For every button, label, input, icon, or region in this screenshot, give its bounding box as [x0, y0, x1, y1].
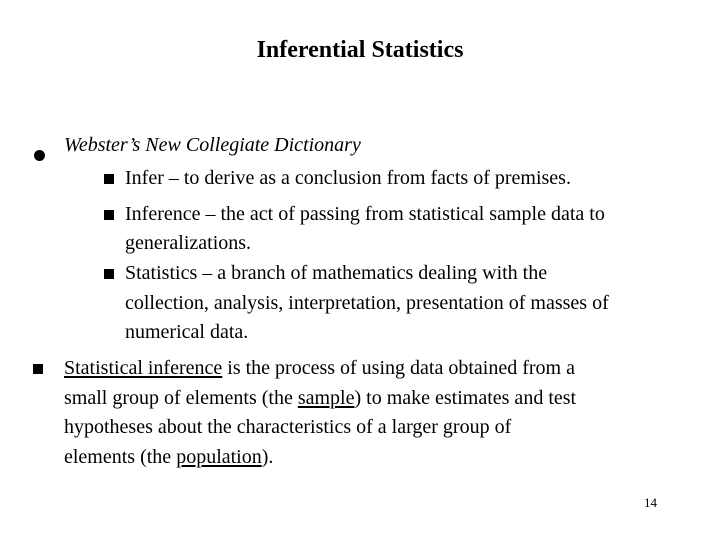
statistics-definition-line2: collection, analysis, interpretation, presentation of masses of: [125, 292, 609, 314]
statistical-inference-term: Statistical inference: [64, 357, 223, 379]
square-bullet-icon: [104, 210, 114, 220]
inference-definition-line2: generalizations.: [125, 232, 252, 254]
statistical-inference-text: small group of elements (the: [64, 387, 298, 409]
slide-title: Inferential Statistics: [256, 37, 464, 63]
square-bullet-icon: [33, 364, 43, 374]
statistics-definition-line1: Statistics – a branch of mathematics dealing with the: [125, 262, 548, 284]
statistical-inference-line1: [64, 354, 575, 384]
statistical-inference-text: ) to make estimates and test: [354, 387, 577, 409]
statistical-inference-line4: [64, 443, 273, 473]
statistical-inference-text: ).: [261, 446, 274, 468]
square-bullet-icon: [104, 174, 114, 184]
page-number: 14: [644, 495, 657, 510]
dictionary-heading: Webster’s New Collegiate Dictionary: [64, 134, 361, 156]
inference-definition-line1: Inference – the act of passing from statistical sample data to: [125, 203, 605, 225]
sample-term: sample: [297, 387, 355, 409]
statistics-definition-line3: numerical data.: [125, 321, 249, 343]
circle-bullet-icon: [34, 150, 45, 161]
square-bullet-icon: [104, 269, 114, 279]
infer-definition: Infer – to derive as a conclusion from facts of premises.: [125, 167, 571, 189]
population-term: population: [176, 446, 262, 468]
statistical-inference-text: elements (the: [64, 446, 177, 468]
statistical-inference-text: is the process of using data obtained from a: [222, 357, 575, 379]
statistical-inference-line2: [64, 384, 576, 414]
statistical-inference-line3: hypotheses about the characteristics of a larger group of: [64, 416, 512, 438]
